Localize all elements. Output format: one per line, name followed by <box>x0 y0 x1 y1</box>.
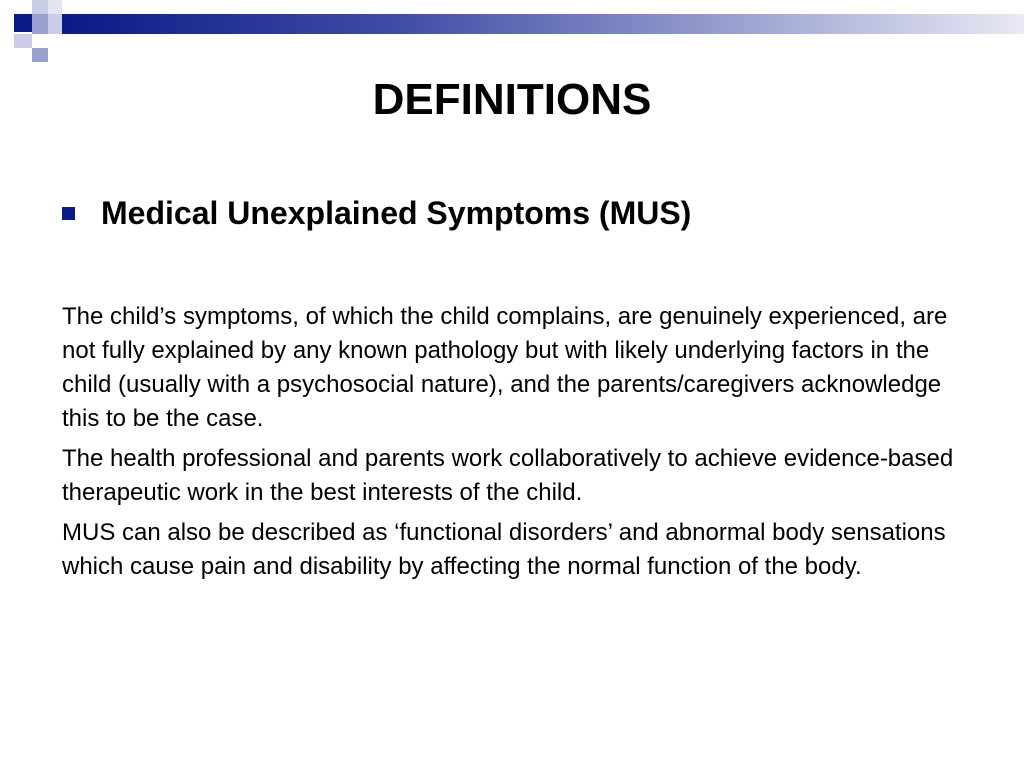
bullet-heading: Medical Unexplained Symptoms (MUS) <box>101 195 692 231</box>
definition-body <box>62 300 972 590</box>
deco-square-pale <box>48 14 62 34</box>
slide-title: DEFINITIONS <box>372 75 652 124</box>
deco-square-dark <box>14 14 32 32</box>
header-decoration <box>0 0 1024 70</box>
collaboration-paragraph: The health professional and parents work collaboratively to achieve evidence-based therapeutic work in the best interests of the child. <box>62 445 954 506</box>
header-gradient-bar <box>62 14 1024 34</box>
deco-square-light <box>32 14 48 34</box>
bullet-item <box>62 190 691 236</box>
deco-square-light <box>32 48 48 62</box>
square-bullet-icon <box>62 207 75 220</box>
functional-disorders-paragraph: MUS can also be described as ‘functional disorders’ and abnormal body sensations which cause pain and disability by affecting the normal function of the body. <box>62 519 946 580</box>
deco-square-pale <box>32 0 48 14</box>
definition-paragraph: The child’s symptoms, of which the child complains, are genuinely experienced, are not fully explained by any known pathology but with likely underlying factors in the child (usually with a psychosocial nature), and the parents/caregivers acknowledge this to be the case. <box>62 303 948 432</box>
deco-square-pale <box>48 0 62 14</box>
deco-square-pale <box>14 34 32 48</box>
